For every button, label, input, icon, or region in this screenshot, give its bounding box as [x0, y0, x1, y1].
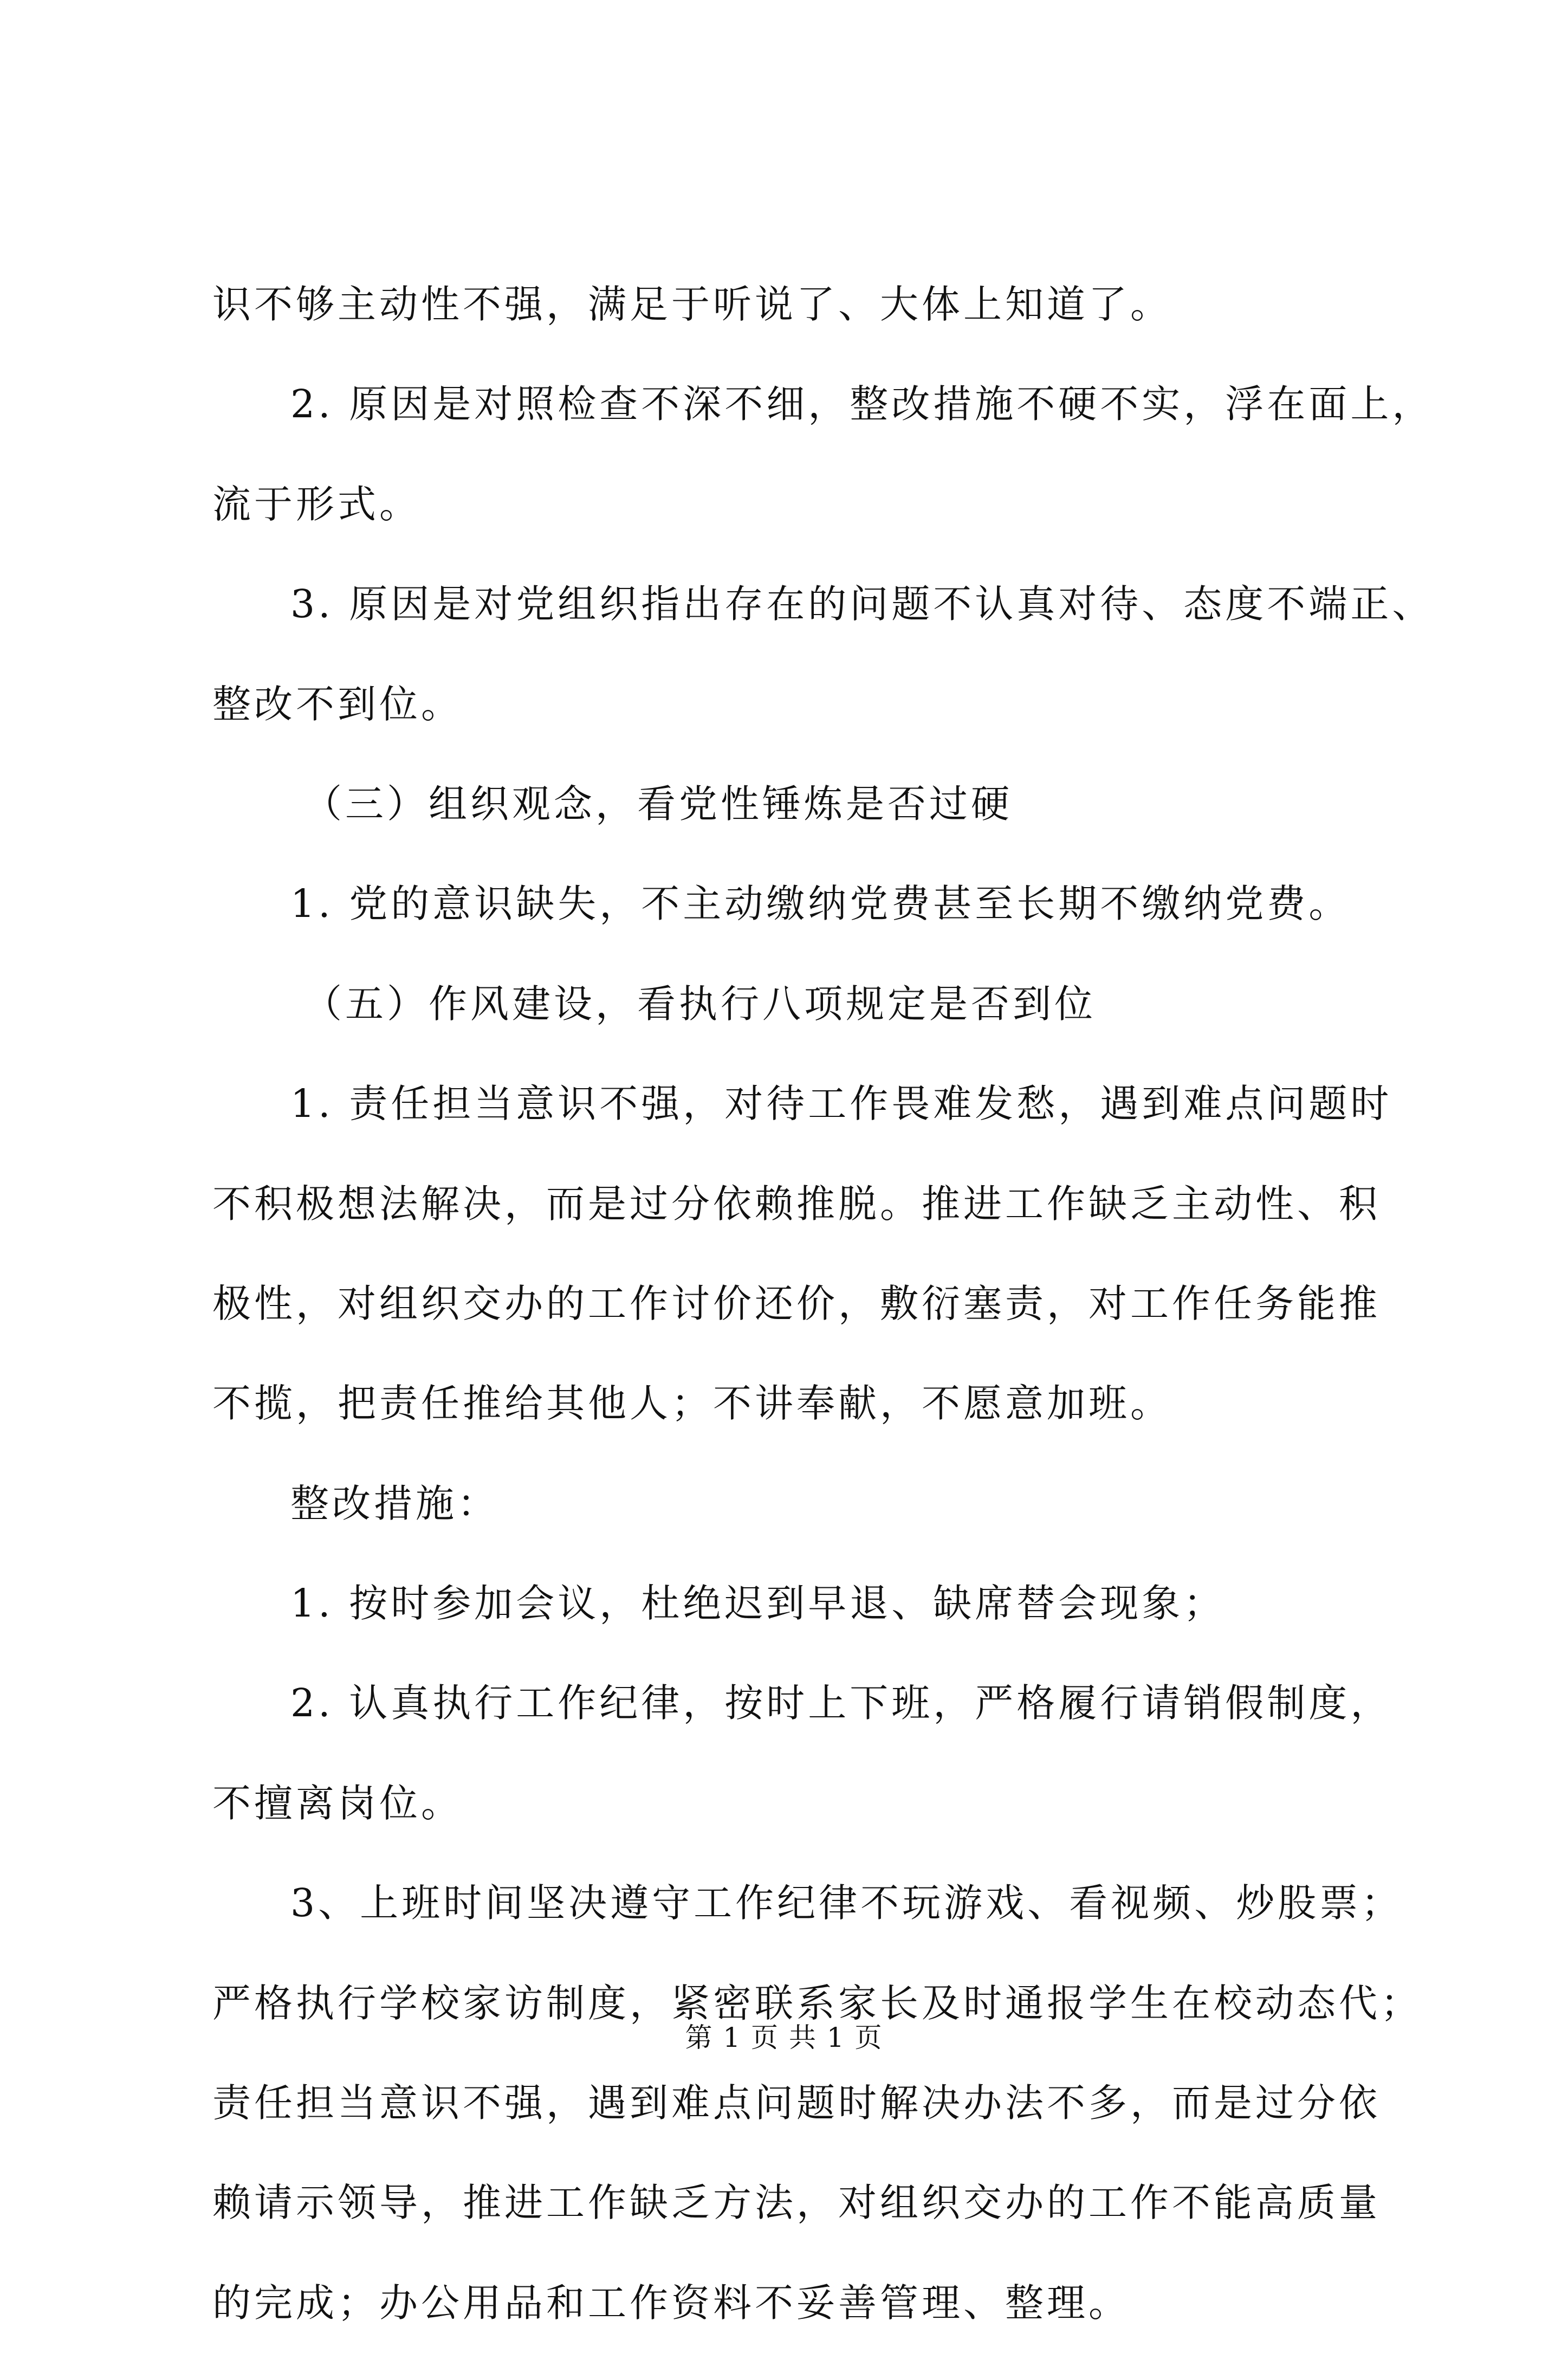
text-line: 不揽，把责任推给其他人；不讲奉献，不愿意加班。 — [212, 1381, 1172, 1426]
text-line: 2. 认真执行工作纪律，按时上下班，严格履行请销假制度， — [290, 1680, 1392, 1726]
text-line: 1. 党的意识缺失，不主动缴纳党费甚至长期不缴纳党费。 — [290, 881, 1351, 927]
section-heading: 整改措施： — [290, 1481, 500, 1526]
section-heading: （三）组织观念，看党性锤炼是否过硬 — [303, 781, 1013, 826]
page-number: 第 1 页 共 1 页 — [685, 2022, 883, 2053]
text-line: 3、上班时间坚决遵守工作纪律不玩游戏、看视频、炒股票； — [290, 1880, 1403, 1926]
text-line: 不积极想法解决，而是过分依赖推脱。推进工作缺乏主动性、积 — [212, 1181, 1381, 1226]
text-line: 1. 责任担当意识不强，对待工作畏难发愁，遇到难点问题时 — [290, 1081, 1392, 1127]
text-line: 1. 按时参加会议，杜绝迟到早退、缺席替会现象； — [290, 1581, 1226, 1626]
text-line: 赖请示领导，推进工作缺乏方法，对组织交办的工作不能高质量 — [212, 2180, 1381, 2226]
text-line: 责任担当意识不强，遇到难点问题时解决办法不多，而是过分依 — [212, 2080, 1381, 2126]
text-line: 流于形式。 — [212, 481, 422, 527]
section-heading: （五）作风建设，看执行八项规定是否到位 — [303, 981, 1097, 1026]
text-line: 严格执行学校家访制度，紧密联系家长及时通报学生在校动态代； — [212, 1980, 1423, 2026]
text-line: 的完成；办公用品和工作资料不妥善管理、整理。 — [212, 2280, 1131, 2325]
text-line: 2. 原因是对照检查不深不细，整改措施不硬不实，浮在面上， — [290, 382, 1434, 427]
text-line: 3. 原因是对党组织指出存在的问题不认真对待、态度不端正、 — [290, 581, 1434, 627]
text-line: 不擅离岗位。 — [212, 1780, 463, 1826]
text-line: 识不够主动性不强，满足于听说了、大体上知道了。 — [212, 282, 1172, 327]
text-line: 极性，对组织交办的工作讨价还价，敷衍塞责，对工作任务能推 — [212, 1281, 1381, 1326]
text-line: 整改不到位。 — [212, 681, 463, 727]
